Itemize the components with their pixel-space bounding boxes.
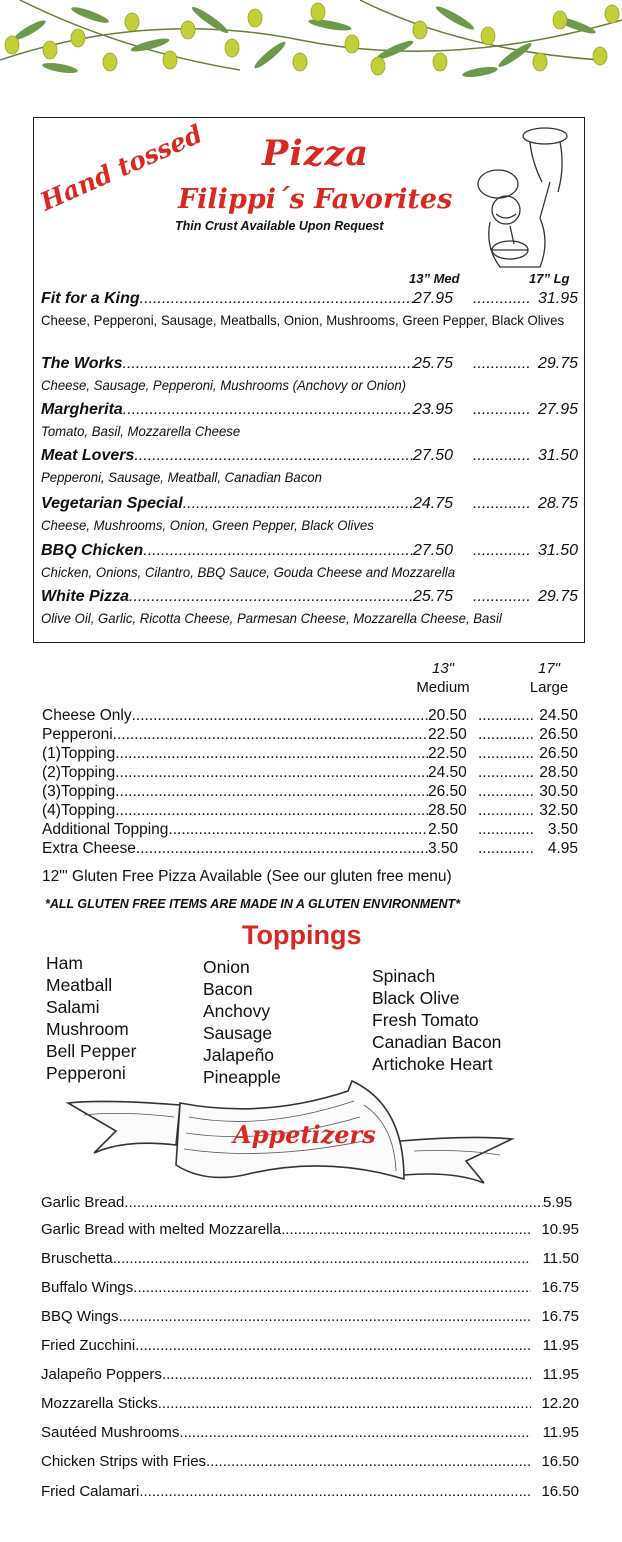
topping-item: Bell Pepper (46, 1041, 137, 1061)
appetizer-name: Garlic Bread (41, 1194, 125, 1211)
gluten-free-note: 12"' Gluten Free Pizza Available (See our gluten free menu) (42, 868, 452, 885)
favorite-item (41, 542, 578, 581)
build-name: Additional Topping (42, 821, 169, 838)
favorites-title: Filippi´s Favorites (178, 184, 453, 215)
price-med: 27.50 (413, 447, 454, 464)
topping-item: Jalapeño (203, 1045, 275, 1065)
build-price-lg: 24.50 (539, 707, 578, 724)
build-name: (3)Topping (42, 783, 116, 800)
topping-item: Canadian Bacon (372, 1032, 502, 1052)
item-name: Margherita (41, 401, 123, 418)
pizza-title: Pizza (262, 133, 370, 174)
col-head-lg: 17” Lg (529, 271, 570, 286)
build-name: (1)Topping (42, 745, 116, 762)
appetizer-row (41, 1424, 579, 1441)
topping-item: Fresh Tomato (372, 1010, 479, 1030)
item-description: Cheese, Sausage, Pepperoni, Mushrooms (Anchovy or Onion) (41, 377, 407, 393)
appetizer-row (41, 1279, 579, 1296)
hand-tossed-label: Hand tossed (36, 119, 207, 217)
topping-item: Bacon (203, 979, 253, 999)
topping-item: Sausage (203, 1023, 273, 1043)
appetizer-price: 11.50 (542, 1250, 579, 1267)
build-name: Extra Cheese (42, 840, 136, 857)
build-row (42, 782, 578, 801)
build-price-med: 20.50 (428, 707, 467, 724)
chef-illustration-icon (470, 122, 580, 272)
build-price-med: 26.50 (428, 783, 467, 800)
build-price-lg: 30.50 (539, 783, 578, 800)
appetizer-price: 5.95 (543, 1194, 573, 1211)
favorite-item (41, 290, 578, 329)
price-lg: 28.75 (537, 495, 578, 512)
build-row (42, 744, 578, 763)
item-name: Fit for a King (41, 290, 140, 307)
build-price-med: 22.50 (428, 745, 467, 762)
price-med: 27.95 (413, 290, 454, 307)
build-price-med: 22.50 (428, 726, 467, 743)
col-head-med: 13” Med (409, 271, 460, 286)
topping-item: Artichoke Heart (372, 1054, 493, 1074)
price-lg: 29.75 (537, 588, 578, 605)
size-head-large (522, 659, 576, 697)
topping-item: Pineapple (203, 1067, 281, 1087)
size-large-inches: 17" (537, 660, 560, 677)
appetizer-row (41, 1395, 579, 1412)
appetizer-row (41, 1221, 579, 1238)
build-name: Pepperoni (42, 726, 113, 743)
item-name: The Works (41, 355, 123, 372)
build-row (42, 801, 578, 820)
build-price-lg: 28.50 (539, 764, 578, 781)
item-name: BBQ Chicken (41, 542, 144, 559)
appetizer-name: Bruschetta (41, 1250, 113, 1267)
appetizer-price: 11.95 (542, 1424, 579, 1441)
appetizer-row (41, 1308, 579, 1325)
price-med: 24.75 (413, 495, 454, 512)
build-row (42, 820, 578, 839)
toppings-title: Toppings (242, 920, 362, 950)
appetizer-name: Jalapeño Poppers (41, 1366, 162, 1383)
topping-item: Black Olive (372, 988, 460, 1008)
appetizer-price: 16.75 (541, 1308, 579, 1325)
size-large-label: Large (529, 679, 569, 696)
topping-item: Pepperoni (46, 1063, 126, 1083)
item-name: White Pizza (41, 588, 130, 605)
appetizers-title: Appetizers (233, 1120, 376, 1149)
price-med: 23.95 (413, 401, 454, 418)
favorite-item (41, 588, 578, 627)
price-med: 25.75 (413, 355, 454, 372)
gluten-warning: *ALL GLUTEN FREE ITEMS ARE MADE IN A GLUTEN ENVIRONMENT* (45, 897, 461, 911)
item-name: Meat Lovers (41, 447, 135, 464)
appetizer-name: Mozzarella Sticks (41, 1395, 158, 1412)
size-head-medium (410, 659, 476, 697)
thin-crust-note: Thin Crust Available Upon Request (175, 219, 384, 233)
appetizer-name: Fried Calamari (41, 1483, 140, 1500)
build-price-med: 2.50 (428, 821, 459, 838)
appetizer-row (41, 1483, 579, 1500)
build-price-lg: 26.50 (539, 726, 578, 743)
build-price-med: 3.50 (428, 840, 459, 857)
build-row (42, 763, 578, 782)
item-name: Vegetarian Special (41, 495, 183, 512)
appetizer-price: 16.50 (541, 1483, 579, 1500)
appetizer-row (41, 1453, 579, 1470)
appetizer-price: 12.20 (541, 1395, 579, 1412)
toppings-column-3 (372, 965, 501, 1075)
item-description: Chicken, Onions, Cilantro, BBQ Sauce, Gouda Cheese and Mozzarella (41, 564, 456, 580)
appetizer-name: BBQ Wings (41, 1308, 119, 1325)
appetizer-price: 10.95 (541, 1221, 579, 1238)
item-description: Tomato, Basil, Mozzarella Cheese (41, 423, 241, 439)
build-price-lg: 26.50 (539, 745, 578, 762)
build-row (42, 839, 578, 858)
appetizer-name: Fried Zucchini (41, 1337, 136, 1354)
appetizer-price: 16.50 (541, 1453, 579, 1470)
topping-item: Ham (46, 953, 83, 973)
appetizer-name: Chicken Strips with Fries (41, 1453, 207, 1470)
appetizer-name: Garlic Bread with melted Mozzarella (41, 1221, 282, 1238)
price-lg: 31.50 (537, 447, 578, 464)
price-lg: 27.95 (537, 401, 578, 418)
toppings-column-2 (203, 956, 281, 1088)
build-row (42, 706, 578, 725)
item-description: Pepperoni, Sausage, Meatball, Canadian Bacon (41, 469, 322, 485)
topping-item: Salami (46, 997, 100, 1017)
topping-item: Meatball (46, 975, 113, 995)
price-lg: 31.50 (537, 542, 578, 559)
build-name: (2)Topping (42, 764, 116, 781)
appetizer-row (41, 1250, 579, 1267)
appetizer-price: 16.75 (541, 1279, 579, 1296)
size-medium-inches: 13" (431, 660, 454, 677)
appetizer-name: Sautéed Mushrooms (41, 1424, 180, 1441)
build-name: Cheese Only (42, 707, 132, 724)
appetizer-price: 11.95 (542, 1337, 579, 1354)
appetizer-price: 11.95 (542, 1366, 579, 1383)
item-description: Cheese, Mushrooms, Onion, Green Pepper, Black Olives (41, 517, 374, 533)
build-price-lg: 4.95 (547, 840, 578, 857)
build-price-lg: 32.50 (539, 802, 578, 819)
olive-branch-banner (0, 0, 622, 82)
price-med: 25.75 (413, 588, 454, 605)
price-lg: 29.75 (537, 355, 578, 372)
appetizer-row (41, 1337, 579, 1354)
build-price-med: 28.50 (428, 802, 467, 819)
price-lg: 31.95 (537, 290, 578, 307)
appetizer-row (41, 1366, 579, 1383)
topping-item: Anchovy (203, 1001, 271, 1021)
build-price-lg: 3.50 (547, 821, 578, 838)
topping-item: Mushroom (46, 1019, 129, 1039)
favorite-item (41, 355, 578, 394)
build-row (42, 725, 578, 744)
favorite-item (41, 401, 578, 440)
item-description: Cheese, Pepperoni, Sausage, Meatballs, Onion, Mushrooms, Green Pepper, Black Olives (41, 312, 565, 328)
topping-item: Spinach (372, 966, 436, 986)
size-medium-label: Medium (416, 679, 470, 696)
topping-item: Onion (203, 957, 250, 977)
build-price-med: 24.50 (428, 764, 467, 781)
appetizer-row (41, 1194, 579, 1211)
build-name: (4)Topping (42, 802, 116, 819)
appetizer-name: Buffalo Wings (41, 1279, 134, 1296)
price-med: 27.50 (413, 542, 454, 559)
item-description: Olive Oil, Garlic, Ricotta Cheese, Parmesan Cheese, Mozzarella Cheese, Basil (41, 610, 502, 626)
favorite-item (41, 447, 578, 486)
toppings-column-1 (46, 952, 136, 1084)
favorite-item (41, 495, 578, 534)
